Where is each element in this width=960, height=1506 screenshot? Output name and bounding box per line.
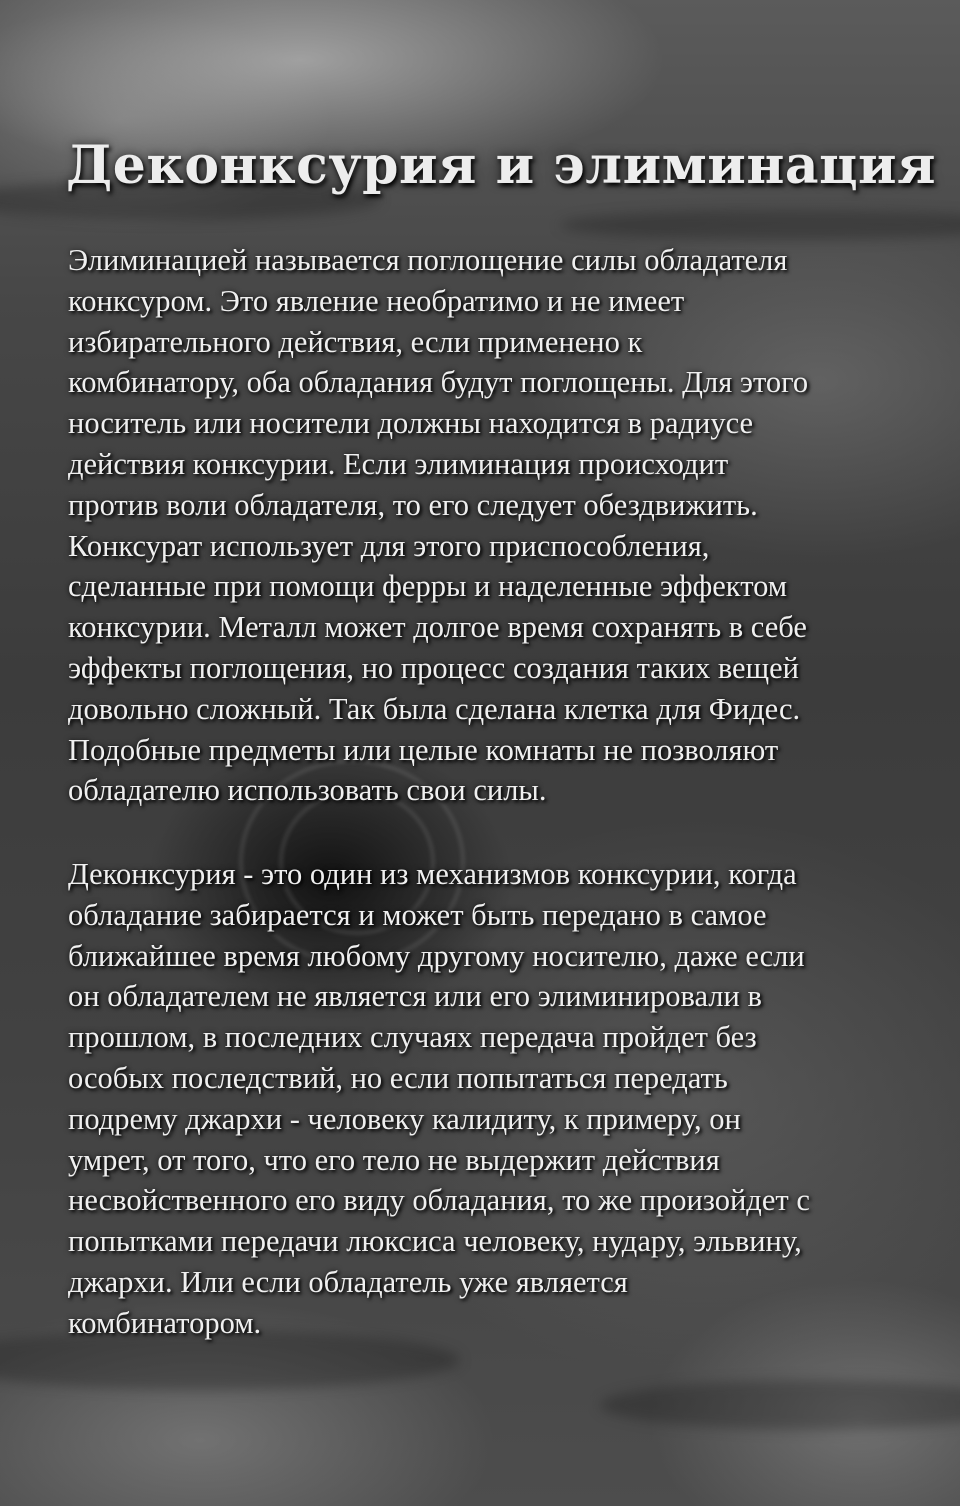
page-title: Деконксурия и элиминация: [66, 135, 937, 196]
text-line: ближайшее время любому другому носителю, даже если: [68, 938, 805, 973]
background-texture: [560, 210, 960, 240]
text-line: попытками передачи люксиса человеку, нудару, эльвину,: [68, 1224, 802, 1259]
text-line: Элиминацией называется поглощение силы обладателя: [68, 243, 788, 277]
text-line: носитель или носители должны находится в радиусе: [68, 406, 754, 441]
text-line: обладателю использовать свои силы.: [68, 773, 547, 808]
text-line: обладание забирается и может быть передано в самое: [68, 897, 767, 932]
text-line: джархи. Или если обладатель уже является: [68, 1264, 628, 1299]
text-line: Конксурат использует для этого приспособления,: [68, 528, 710, 563]
text-line: несвойственного его виду обладания, то же произойдет с: [68, 1183, 810, 1218]
text-line: эффекты поглощения, но процесс создания таких вещей: [68, 650, 799, 685]
text-line: Деконксурия - это один из механизмов конксурии, когда: [68, 857, 797, 891]
paragraph-deconxuria: [68, 854, 918, 1344]
background-texture: [600, 1380, 960, 1430]
text-line: действия конксурии. Если элиминация происходит: [68, 446, 729, 481]
text-line: особых последствий, но если попытаться передать: [68, 1060, 728, 1095]
text-line: Подобные предметы или целые комнаты не позволяют: [68, 732, 779, 767]
text-line: конксурии. Металл может долгое время сохранять в себе: [68, 610, 807, 645]
text-line: довольно сложный. Так была сделана клетка для Фидес.: [68, 691, 801, 726]
text-line: конксуром. Это явление необратимо и не имеет: [68, 283, 685, 318]
text-line: он обладателем не является или его элиминировали в: [68, 979, 762, 1014]
text-line: комбинатору, оба обладания будут поглощены. Для этого: [68, 365, 809, 400]
text-line: умрет, от того, что его тело не выдержит действия: [68, 1142, 720, 1177]
text-line: избирательного действия, если применено к: [68, 324, 643, 359]
paragraph-elimination: [68, 240, 918, 811]
text-line: комбинатором.: [68, 1305, 262, 1340]
text-line: против воли обладателя, то его следует обездвижить.: [68, 487, 758, 522]
text-line: подрему джархи - человеку калидиту, к примеру, он: [68, 1101, 741, 1136]
text-line: прошлом, в последних случаях передача пройдет без: [68, 1020, 757, 1055]
text-line: сделанные при помощи ферры и наделенные эффектом: [68, 569, 788, 604]
